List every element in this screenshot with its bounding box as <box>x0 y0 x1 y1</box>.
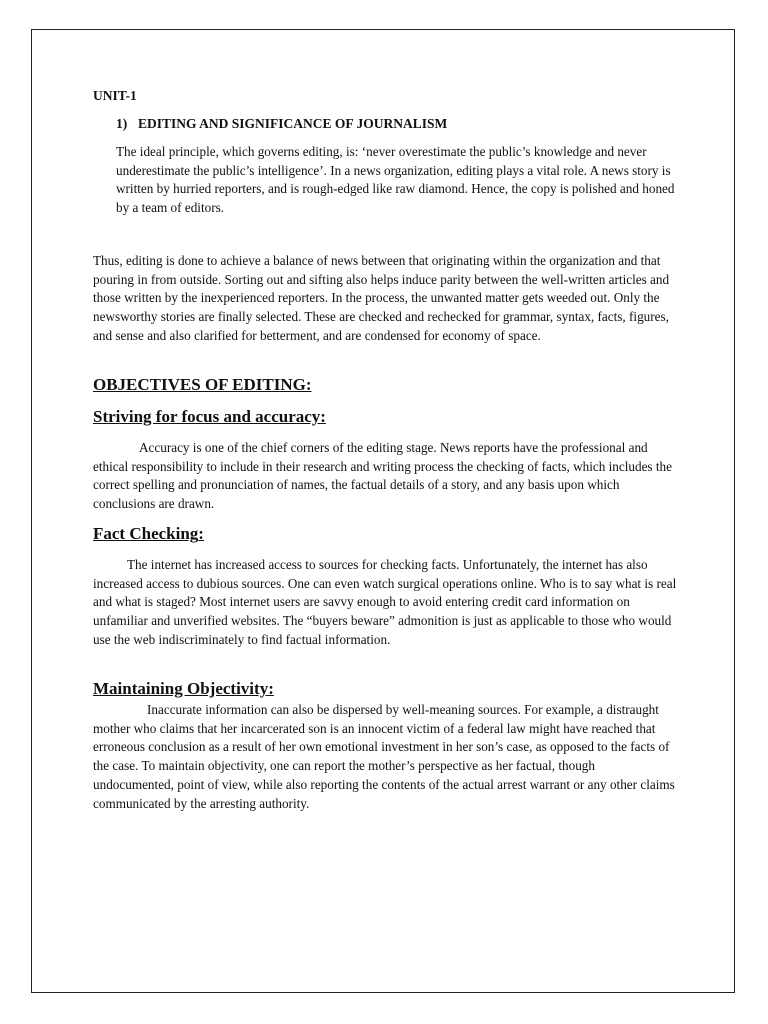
balance-paragraph: Thus, editing is done to achieve a balance of news between that originating within the organization and that pouring in from outside. Sorting out and sifting also helps induce parity between the well-written articles and those written by the inexperienced reporters. In the process, the unwanted matter gets weeded out. Only the newsworthy stories are finally selected. These are checked and rechecked for grammar, syntax, facts, figures, and sense and also clarified for betterment, and are condensed for economy of space. <box>93 253 670 343</box>
intro-paragraph: The ideal principle, which governs editing, is: ‘never overestimate the public’s knowledge and never underestimate the public’s intelligence’. In a news organization, editing plays a vital role. A news story is written by hurried reporters, and is rough-edged like raw diamond. Hence, the copy is polished and honed by a team of editors. <box>116 144 675 216</box>
fact-checking-paragraph: The internet has increased access to sources for checking facts. Unfortunately, the internet has also increased access to dubious sources. One can even watch surgical operations online. Who is to say what is real and what is staged? Most internet users are savvy enough to avoid entering credit card information on unfamiliar and unverified websites. The “buyers beware” admonition is just as applicable to those who would use the web indiscriminately to find factual information. <box>93 557 677 647</box>
subheading-colon: : <box>320 407 326 426</box>
section-heading <box>116 116 447 132</box>
objectives-heading: OBJECTIVES OF EDITING: <box>93 375 312 394</box>
subheading-text: Maintaining Objectivity <box>93 679 269 698</box>
subheading-text: Striving for focus and accuracy <box>93 407 321 426</box>
unit-label: UNIT-1 <box>93 88 137 103</box>
section-title: EDITING AND SIGNIFICANCE OF JOURNALISM <box>138 116 448 131</box>
accuracy-paragraph: Accuracy is one of the chief corners of the editing stage. News reports have the professional and ethical responsibility to include in their research and writing process the checking of facts, which includes the correct spelling and pronunciation of names, the factual details of a story, and any basis upon which conclusions are drawn. <box>93 440 672 512</box>
section-number: 1) <box>116 116 128 131</box>
subheading-fact-checking <box>93 524 204 544</box>
objectivity-paragraph: Inaccurate information can also be dispersed by well-meaning sources. For example, a distraught mother who claims that her incarcerated son is an innocent victim of a federal law might have reached that erroneous conclusion as a result of her own emotional investment in her son’s case, as opposed to the facts of the case. To maintain objectivity, one can report the mother’s perspective as her factual, though undocumented, point of view, while also reporting the contents of the actual arrest warrant or any other claims communicated by the arresting authority. <box>93 702 675 811</box>
subheading-objectivity <box>93 679 274 699</box>
subheading-colon: : <box>198 524 204 543</box>
subheading-text: Fact Checking <box>93 524 199 543</box>
subheading-colon: : <box>268 679 274 698</box>
subheading-focus-accuracy <box>93 407 326 427</box>
